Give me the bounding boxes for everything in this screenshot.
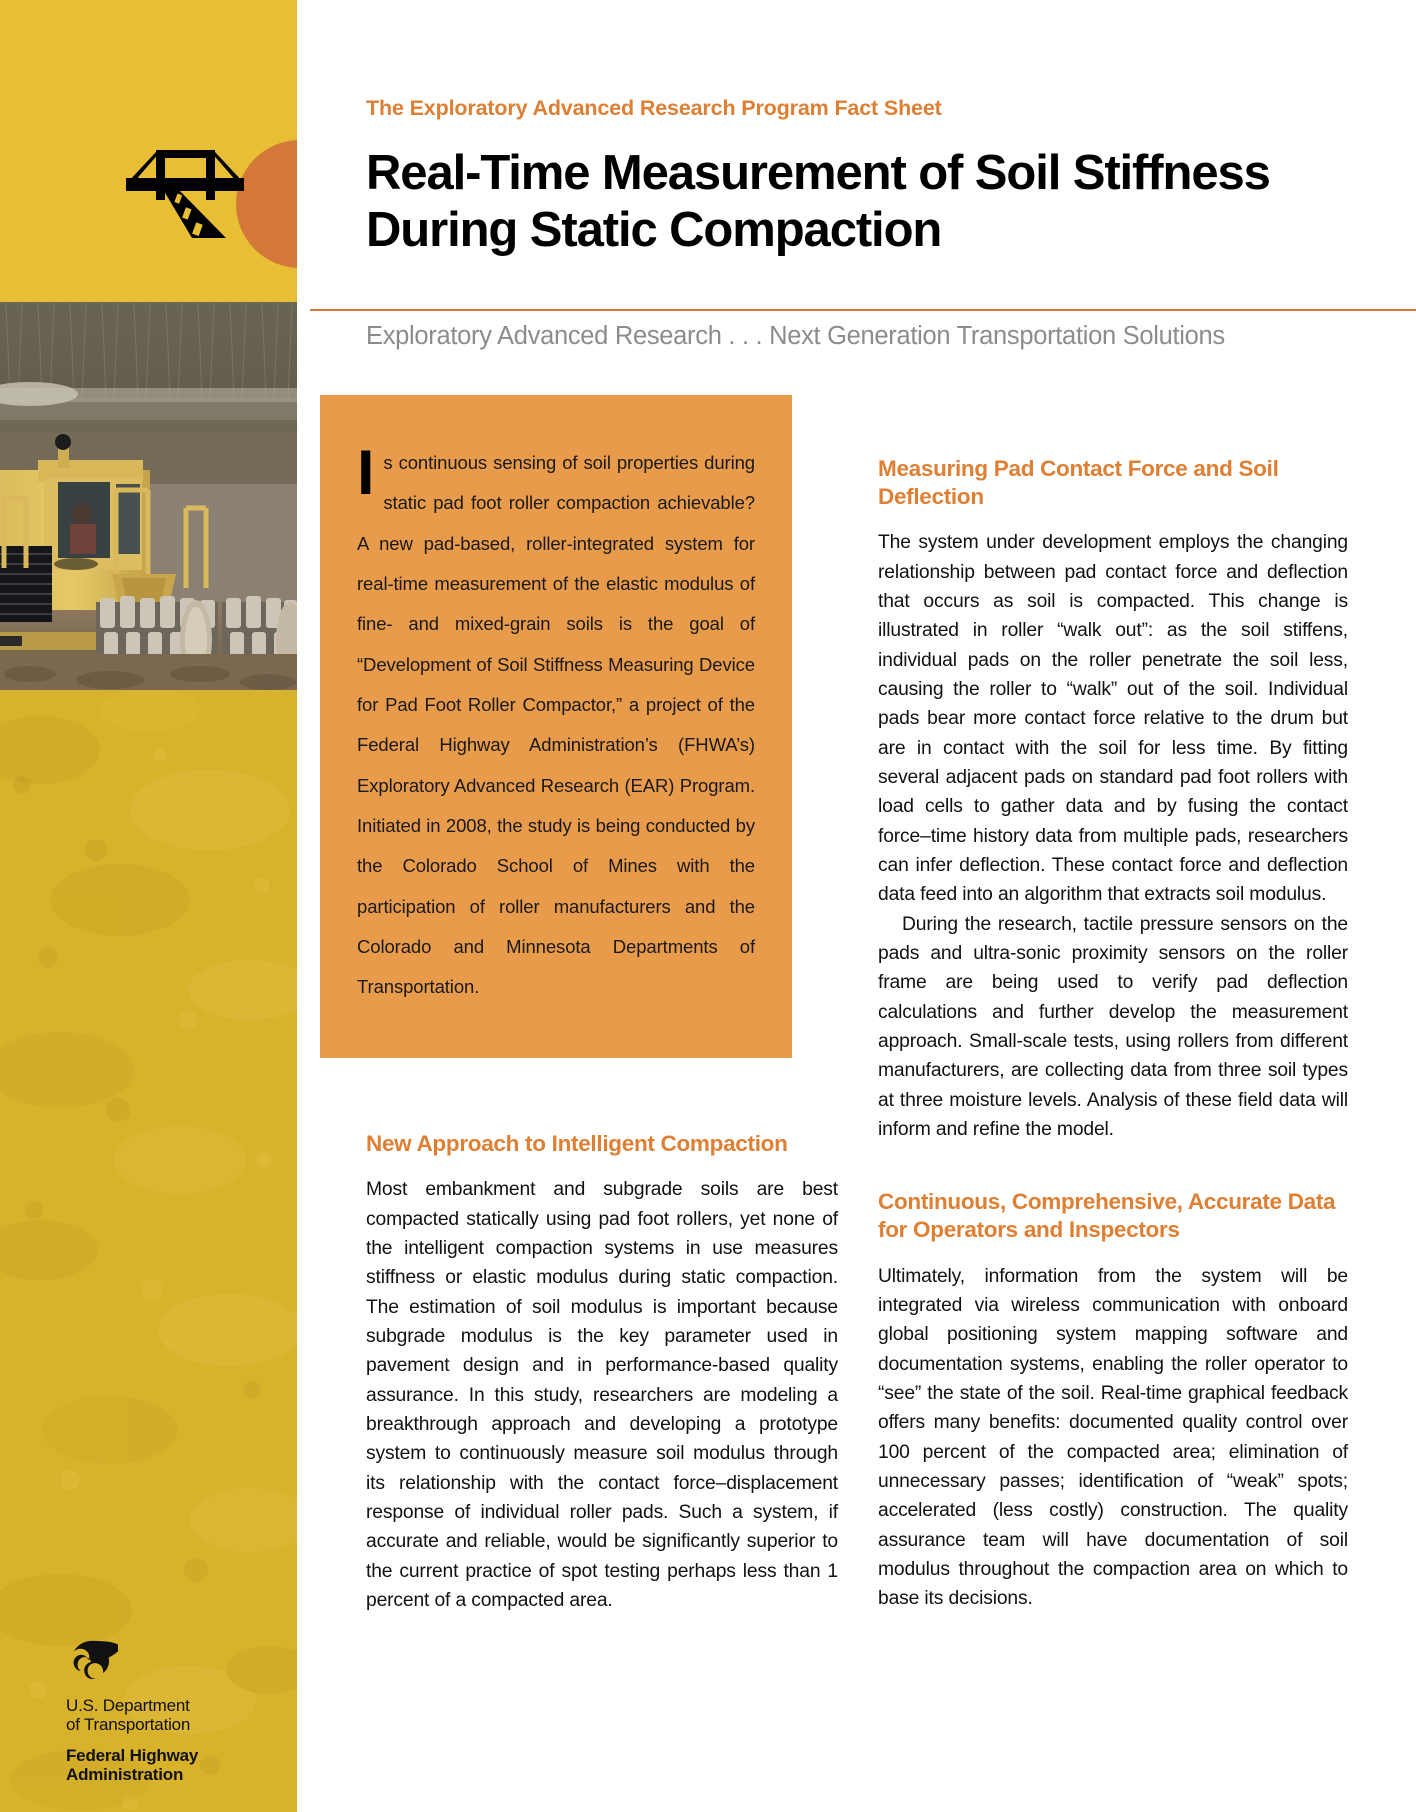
agency-lockup	[66, 1636, 266, 1784]
section-heading-continuous-comprehensive-accurate: Continuous, Comprehensive, Accurate Data for Operators and Inspectors	[878, 1189, 1336, 1242]
page-subtitle: Exploratory Advanced Research . . . Next Generation Transportation Solutions	[366, 322, 1225, 350]
dot-triskelion-seal	[66, 1636, 118, 1688]
intro-paragraph	[357, 438, 755, 1008]
fhwa-line-2: Administration	[66, 1765, 184, 1785]
section-paragraph: Ultimately, information from the system will be integrated via wireless communication with onboard global positioning system mapping software and documentation systems, enabling the roller operator to “see” the state of the soil. Real-time graphical feedback offers many benefits: documented quality control over 100 percent of the compacted area; elimination of unnecessary passes; identification of “weak” spots; accelerated (less costly) construction. The quality assurance team will have documentation of soil modulus throughout the compaction area on which to base its decisions.	[878, 1265, 1348, 1610]
dot-department-line-1: U.S. Department	[66, 1696, 190, 1715]
page-header	[366, 96, 1416, 259]
intro-text: s continuous sensing of soil properties during static pad foot roller compaction achievable? A new pad-based, roller-integrated system for real-time measurement of the elastic modulus of fine- and mixed-grain soils is the goal of “Development of Soil Stiffness Measuring Device for Pad Foot Roller Compactor,” a project of the Federal Highway Administration’s (FHWA’s) Exploratory Advanced Research (EAR) Program. Initiated in 2008, the study is being conducted by the Colorado School of Mines with the participation of roller manufacturers and the Colorado and Minnesota Departments of Transportation.	[357, 452, 755, 998]
section-paragraph: Most embankment and subgrade soils are best compacted statically using pad foot rollers, yet none of the intelligent compaction systems in use measures stiffness or elastic modulus during static compaction. The estimation of soil modulus is important because subgrade modulus is the key parameter used in pavement design and in performance-based quality assurance. In this study, researchers are modeling a breakthrough approach and developing a prototype system to continuously measure soil modulus through its relationship with the contact force–displacement response of individual roller pads. Such a system, if accurate and reliable, would be significantly superior to the current practice of spot testing perhaps less than 1 percent of a compacted area.	[366, 1179, 838, 1611]
fhwa-name	[66, 1746, 266, 1784]
page-title: Real-Time Measurement of Soil Stiffness During Static Compaction	[366, 146, 1270, 257]
drop-cap: I	[357, 438, 375, 508]
roller-compactor-photo	[0, 302, 297, 690]
right-content-column	[878, 455, 1348, 1614]
dot-department-line-2: of Transportation	[66, 1715, 191, 1735]
section-paragraph: The system under development employs the changing relationship between pad contact force and deflection that occurs as soil is compacted. This change is illustrated in roller “walk out”: as the soil stiffens, individual pads on the roller penetrate the soil less, causing the roller to “walk” out of the soil. Individual pads bear more contact force relative to the drum but are in contact with the soil for less time. By fitting several adjacent pads on standard pad foot rollers with load cells to gather data and by fusing the contact force–time history data from multiple pads, researchers can infer deflection. These contact force and deflection data feed into an algorithm that extracts soil modulus.	[878, 532, 1348, 906]
header-divider	[310, 309, 1416, 311]
section-heading-measuring-pad-contact-force: Measuring Pad Contact Force and Soil Deflection	[878, 456, 1279, 509]
section-paragraph: During the research, tactile pressure sensors on the pads and ultra-sonic proximity sensors on the roller frame are being used to verify pad deflection calculations and further develop the measurement approach. Small-scale tests, using rollers from different manufacturers, are collecting data from three soil types at three moisture levels. Analysis of these field data will inform and refine the model.	[878, 913, 1348, 1140]
section-heading-new-approach: New Approach to Intelligent Compaction	[366, 1130, 788, 1156]
dot-department-name	[66, 1696, 266, 1734]
left-content-column	[357, 438, 838, 1615]
left-sidebar	[0, 0, 297, 1812]
exploratory-advanced-research-bridge-logo	[120, 128, 250, 238]
intro-callout-box	[320, 395, 792, 1058]
fhwa-line-1: Federal Highway	[66, 1746, 199, 1766]
program-kicker: The Exploratory Advanced Research Program Fact Sheet	[366, 96, 942, 120]
